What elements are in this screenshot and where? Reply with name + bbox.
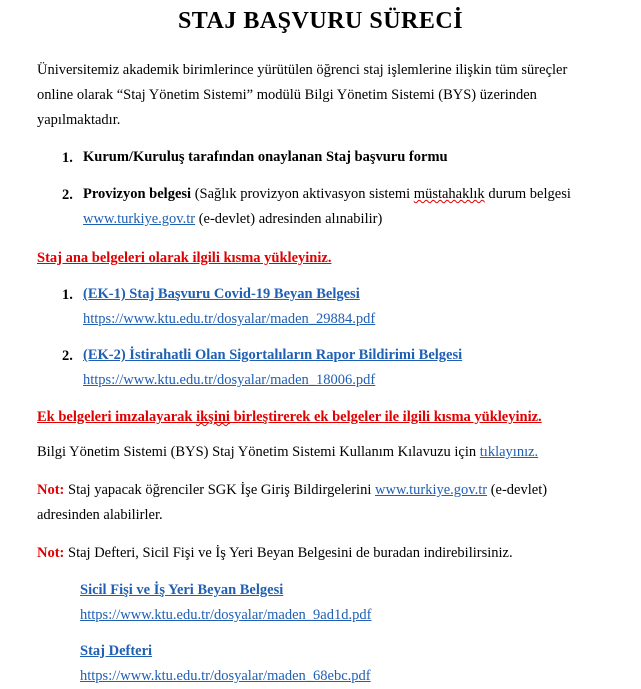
upload-note: Staj ana belgeleri olarak ilgili kısma yükleyiniz. <box>37 250 332 266</box>
staj-defteri-link[interactable]: Staj Defteri <box>80 643 153 659</box>
guide-text: Bilgi Yönetim Sistemi (BYS) Staj Yönetim Sistemi Kullanım Kılavuzu için <box>37 444 480 460</box>
ek2-url-link[interactable]: https://www.ktu.edu.tr/dosyalar/maden_18006.pdf <box>83 372 376 388</box>
list2-number-1: 1. <box>62 287 73 303</box>
provizyon-label: Provizyon belgesi <box>83 186 192 202</box>
provizyon-text-b: durum belgesi <box>484 186 571 202</box>
list1-number-1: 1. <box>62 150 73 166</box>
provizyon-text-c: (e-devlet) adresinden alınabilir) <box>195 211 383 227</box>
ek1-link[interactable]: (EK-1) Staj Başvuru Covid-19 Beyan Belgesi <box>83 286 360 302</box>
extra-note-c: birleştirerek ek belgeler ile ilgili kısma yükleyiniz. <box>229 409 542 425</box>
sicil-fisi-url-link[interactable]: https://www.ktu.edu.tr/dosyalar/maden_9ad1d.pdf <box>80 607 372 623</box>
page-title: STAJ BAŞVURU SÜRECİ <box>177 8 464 34</box>
download-staj-defteri <box>80 639 371 689</box>
list2-item-1 <box>83 282 613 332</box>
list1-item-1: Kurum/Kuruluş tarafından onaylanan Staj başvuru formu <box>83 149 448 165</box>
turkiye-gov-link-2[interactable]: www.turkiye.gov.tr <box>375 482 488 498</box>
list1-item-2 <box>83 182 613 232</box>
download-sicil <box>80 578 371 628</box>
intro-paragraph: Üniversitemiz akademik birimlerince yürütülen öğrenci staj işlemlerine ilişkin tüm süreçler online olarak “Staj Yönetim Sistemi” modülü Bilgi Yönetim Sistemi (BYS) üzerinden yapılmaktadır. <box>37 62 568 128</box>
note2-paragraph <box>37 541 607 566</box>
ek1-url-link[interactable]: https://www.ktu.edu.tr/dosyalar/maden_29884.pdf <box>83 311 376 327</box>
guide-link[interactable]: tıklayınız. <box>479 444 539 460</box>
sicil-fisi-link[interactable]: Sicil Fişi ve İş Yeri Beyan Belgesi <box>80 582 284 598</box>
staj-defteri-url-link[interactable]: https://www.ktu.edu.tr/dosyalar/maden_68ebc.pdf <box>80 668 371 684</box>
provizyon-text-a: (Sağlık provizyon aktivasyon sistemi <box>191 186 414 202</box>
note2-text: Staj Defteri, Sicil Fişi ve İş Yeri Beyan Belgesini de buradan indirebilirsiniz. <box>64 545 513 561</box>
list2-item-2 <box>83 343 613 393</box>
provizyon-squiggle-word: müstahaklık <box>413 186 485 202</box>
guide-paragraph <box>37 440 607 465</box>
extra-note-a: Ek belgeleri imzalayarak <box>37 409 197 425</box>
note2-label: Not: <box>37 545 65 561</box>
note1-text-a: Staj yapacak öğrenciler SGK İşe Giriş Bildirgelerini <box>64 482 375 498</box>
extra-note-squiggle: ikşini <box>196 409 230 425</box>
list2-number-2: 2. <box>62 348 73 364</box>
note1-text-b: (e-devlet) adresinden alabilirler. <box>37 482 548 523</box>
turkiye-gov-link-1[interactable]: www.turkiye.gov.tr <box>83 211 196 227</box>
note1-paragraph <box>37 478 607 528</box>
note1-label: Not: <box>37 482 65 498</box>
extra-docs-note <box>37 405 607 430</box>
ek2-link[interactable]: (EK-2) İstirahatli Olan Sigortalıların Rapor Bildirimi Belgesi <box>83 347 463 363</box>
list1-number-2: 2. <box>62 187 73 203</box>
